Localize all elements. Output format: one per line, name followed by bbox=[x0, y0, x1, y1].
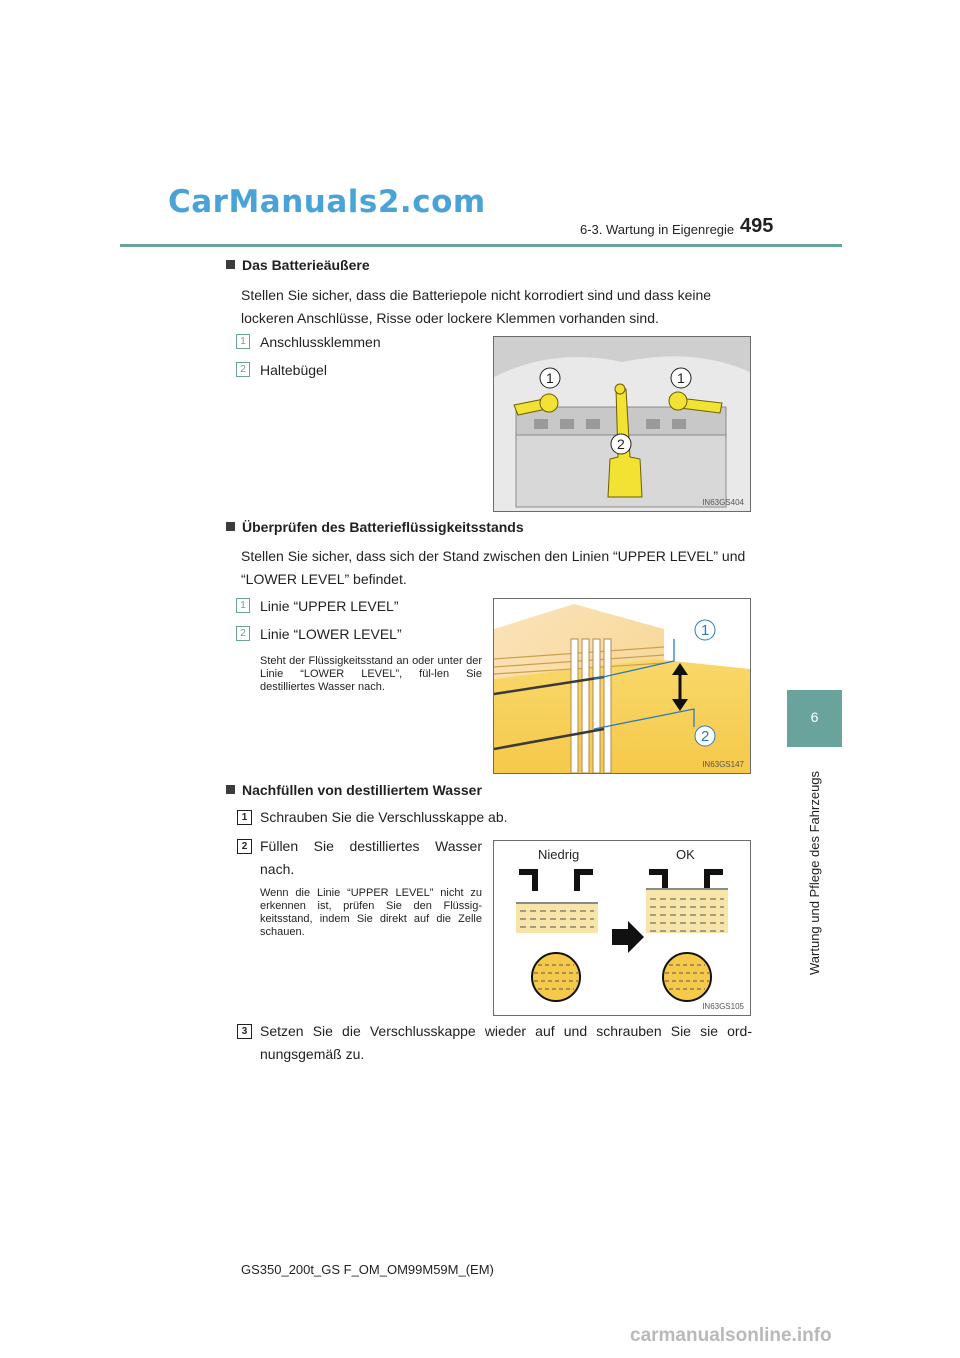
step-number-badge: 2 bbox=[237, 839, 252, 854]
watermark-bottom: carmanualsonline.info bbox=[630, 1325, 832, 1346]
section2-text: Stellen Sie sicher, dass sich der Stand zwischen den Linien “UPPER LEVEL” und “LOWER LEVEL” befindet. bbox=[241, 548, 746, 587]
callout-upper: 1 bbox=[701, 622, 710, 639]
chapter-title-text: Wartung und Pflege des Fahrzeugs bbox=[807, 770, 822, 975]
section-heading-refill bbox=[226, 782, 482, 798]
section-heading-exterior bbox=[226, 257, 370, 273]
header-rule bbox=[120, 244, 842, 247]
refill-figure bbox=[493, 840, 751, 1016]
section1-text: Stellen Sie sicher, dass die Batteriepole nicht korrodiert sind und dass keine lockeren Anschlüsse, Risse oder lockere Klemmen vorhanden sind. bbox=[241, 287, 712, 326]
battery-terminals-figure bbox=[493, 336, 751, 512]
watermark-logo: CarManuals2.com bbox=[168, 184, 486, 220]
callout-2: 2 bbox=[617, 436, 625, 452]
battery-illustration bbox=[494, 337, 750, 511]
chapter-title bbox=[807, 760, 831, 975]
chapter-number: 6 bbox=[810, 709, 819, 725]
header-section-title: 6-3. Wartung in Eigenregie bbox=[580, 222, 735, 237]
step-text: Füllen Sie destilliertes Wasser nach. bbox=[260, 838, 482, 877]
item-number-badge: 1 bbox=[236, 598, 250, 613]
fluid-level-illustration bbox=[494, 599, 750, 773]
section-heading-fluid-level bbox=[226, 519, 524, 535]
square-bullet-icon bbox=[226, 260, 235, 269]
callout-lower: 2 bbox=[701, 728, 710, 745]
callout-1: 1 bbox=[546, 370, 554, 386]
step-text: Schrauben Sie die Verschlusskappe ab. bbox=[260, 809, 508, 825]
callout-1: 1 bbox=[677, 370, 685, 386]
item-number-badge: 2 bbox=[236, 626, 250, 641]
figure-code: IN63GS105 bbox=[702, 1002, 744, 1011]
heading-text: Nachfüllen von destilliertem Wasser bbox=[242, 782, 482, 798]
item-label: Haltebügel bbox=[260, 362, 327, 378]
item-label: Anschlussklemmen bbox=[260, 334, 381, 350]
figure-code: IN63GS404 bbox=[702, 498, 744, 507]
label-low: Niedrig bbox=[538, 847, 580, 862]
step-number-badge: 3 bbox=[237, 1024, 252, 1039]
item-label: Linie “LOWER LEVEL” bbox=[260, 626, 402, 642]
label-ok: OK bbox=[676, 847, 695, 862]
section3-note: Wenn die Linie “UPPER LEVEL” nicht zu erkennen ist, prüfen Sie den Flüssig-keitsstand, indem Sie direkt auf die Zelle schauen. bbox=[260, 887, 482, 938]
fluid-level-figure bbox=[493, 598, 751, 774]
heading-text: Überprüfen des Batterieflüssigkeitsstands bbox=[242, 519, 524, 535]
page-number: 495 bbox=[740, 215, 774, 237]
footer-document-code: GS350_200t_GS F_OM_OM99M59M_(EM) bbox=[241, 1262, 494, 1277]
refill-illustration bbox=[494, 841, 750, 1015]
step-number-badge: 1 bbox=[237, 810, 252, 825]
step-text: Setzen Sie die Verschlusskappe wieder auf und schrauben Sie sie ord-nungsgemäß zu. bbox=[260, 1023, 752, 1062]
item-number-badge: 2 bbox=[236, 362, 250, 377]
section2-note: Steht der Flüssigkeitsstand an oder unter der Linie “LOWER LEVEL”, fül-len Sie destilliertes Wasser nach. bbox=[260, 655, 482, 693]
item-label: Linie “UPPER LEVEL” bbox=[260, 598, 399, 614]
square-bullet-icon bbox=[226, 785, 235, 794]
square-bullet-icon bbox=[226, 522, 235, 531]
item-number-badge: 1 bbox=[236, 334, 250, 349]
heading-text: Das Batterieäußere bbox=[242, 257, 370, 273]
figure-code: IN63GS147 bbox=[702, 760, 744, 769]
